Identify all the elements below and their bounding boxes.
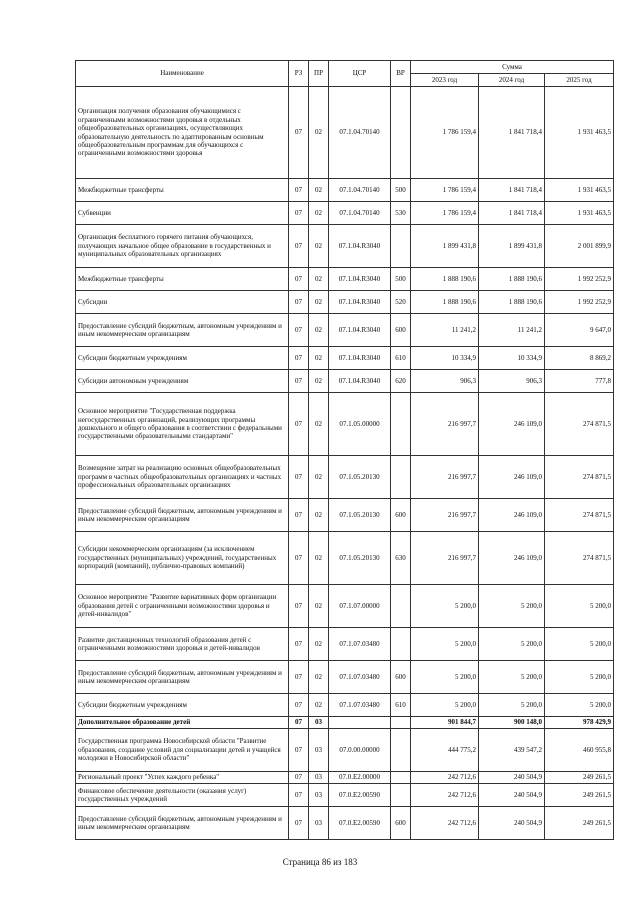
row-amount-2024: 5 200,0 [479,628,545,661]
row-name: Предоставление субсидий бюджетным, автономным учреждениям и иным некоммерческим организациям [76,661,289,694]
row-name: Субвенции [76,202,289,225]
table-row [76,347,614,370]
row-amount-2025: 274 871,5 [545,393,614,456]
row-csr: 07.1.04.R3040 [329,291,391,314]
row-rz: 07 [289,585,309,628]
row-name: Субсидии бюджетным учреждениям [76,694,289,717]
row-vr [391,717,411,729]
row-amount-2024: 5 200,0 [479,694,545,717]
row-vr [391,628,411,661]
row-amount-2024: 1 841 718,4 [479,87,545,179]
table-row [76,717,614,729]
row-pr: 03 [309,784,329,807]
row-vr: 500 [391,179,411,202]
row-pr: 02 [309,499,329,532]
table-body [76,87,614,840]
table-row [76,694,614,717]
row-amount-2024: 246 109,0 [479,532,545,585]
row-amount-2024: 240 504,9 [479,807,545,840]
row-vr: 610 [391,347,411,370]
row-name: Субсидии [76,291,289,314]
row-csr: 07.1.05.00000 [329,393,391,456]
row-vr: 620 [391,370,411,393]
table-row [76,314,614,347]
row-rz: 07 [289,393,309,456]
row-csr: 07.1.07.03480 [329,628,391,661]
row-csr: 07.0.00.00000 [329,729,391,772]
row-csr: 07.1.05.20130 [329,456,391,499]
row-csr: 07.1.04.R3040 [329,268,391,291]
row-rz: 07 [289,347,309,370]
table-row [76,393,614,456]
row-pr: 02 [309,291,329,314]
row-rz: 07 [289,807,309,840]
row-amount-2023: 1 786 159,4 [411,179,479,202]
row-vr [391,784,411,807]
row-amount-2025: 978 429,9 [545,717,614,729]
row-amount-2025: 2 001 899,9 [545,225,614,268]
table-row [76,772,614,784]
row-amount-2023: 242 712,6 [411,772,479,784]
page-number: Страница 86 из 183 [282,857,358,867]
row-pr: 02 [309,87,329,179]
row-rz: 07 [289,179,309,202]
row-name: Межбюджетные трансферты [76,179,289,202]
row-name: Предоставление субсидий бюджетным, автономным учреждениям и иным некоммерческим организациям [76,499,289,532]
row-pr: 02 [309,661,329,694]
row-rz: 07 [289,729,309,772]
header-pr: ПР [309,61,329,87]
row-amount-2025: 274 871,5 [545,532,614,585]
row-vr [391,456,411,499]
row-rz: 07 [289,628,309,661]
row-csr: 07.1.04.R3040 [329,370,391,393]
row-csr: 07.1.04.70140 [329,202,391,225]
row-name: Межбюджетные трансферты [76,268,289,291]
row-amount-2025: 5 200,0 [545,628,614,661]
row-pr: 02 [309,694,329,717]
row-vr: 600 [391,661,411,694]
row-pr: 03 [309,807,329,840]
table-row [76,225,614,268]
row-pr: 03 [309,772,329,784]
row-name: Субсидии некоммерческим организациям (за исключением государственных (муниципальных) учреждений, государственных корпораций (компаний), публично-правовых компаний) [76,532,289,585]
row-vr: 630 [391,532,411,585]
row-amount-2023: 5 200,0 [411,694,479,717]
table-row [76,729,614,772]
header-name: Наименование [76,61,289,87]
row-amount-2024: 240 504,9 [479,772,545,784]
header-year-2025: 2025 год [545,74,614,87]
row-name: Организация получения образования обучающимися с ограниченными возможностями здоровья в отдельных общеобразовательных организациях, осуществляющих образовательную деятельность по адаптированным основным общеобразовательным программам для обучающихся с ограниченными возможностями здоровья [76,87,289,179]
row-amount-2025: 1 931 463,5 [545,87,614,179]
row-csr [329,717,391,729]
row-vr [391,772,411,784]
row-vr: 500 [391,268,411,291]
row-amount-2023: 444 775,2 [411,729,479,772]
row-rz: 07 [289,225,309,268]
row-rz: 07 [289,291,309,314]
row-pr: 02 [309,370,329,393]
table-row [76,499,614,532]
row-amount-2024: 246 109,0 [479,456,545,499]
row-csr: 07.0.E2.00590 [329,807,391,840]
row-name: Субсидии бюджетным учреждениям [76,347,289,370]
table-row [76,291,614,314]
table-row [76,628,614,661]
row-csr: 07.0.E2.00000 [329,772,391,784]
budget-table [75,60,614,840]
row-pr: 03 [309,729,329,772]
row-pr: 02 [309,585,329,628]
row-name: Основное мероприятие "Государственная поддержка негосударственных организаций, реализующих программы дошкольного и общего образования в соответствии с федеральными государственными образовательными стандартами" [76,393,289,456]
row-pr: 03 [309,717,329,729]
row-vr [391,585,411,628]
row-vr [391,393,411,456]
header-year-2023: 2023 год [411,74,479,87]
row-vr: 530 [391,202,411,225]
row-pr: 02 [309,314,329,347]
row-vr [391,225,411,268]
row-amount-2024: 906,3 [479,370,545,393]
row-csr: 07.1.04.R3040 [329,225,391,268]
row-rz: 07 [289,784,309,807]
row-amount-2023: 5 200,0 [411,661,479,694]
table-row [76,807,614,840]
row-amount-2023: 10 334,9 [411,347,479,370]
row-amount-2023: 1 899 431,8 [411,225,479,268]
row-rz: 07 [289,694,309,717]
row-amount-2025: 249 261,5 [545,772,614,784]
row-rz: 07 [289,370,309,393]
row-amount-2024: 1 888 190,6 [479,268,545,291]
row-amount-2023: 5 200,0 [411,585,479,628]
row-rz: 07 [289,202,309,225]
row-name: Развитие дистанционных технологий образования детей с ограниченными возможностями здоровья и детей-инвалидов [76,628,289,661]
row-amount-2023: 1 786 159,4 [411,202,479,225]
row-name: Предоставление субсидий бюджетным, автономным учреждениям и иным некоммерческим организациям [76,807,289,840]
row-csr: 07.1.04.70140 [329,87,391,179]
row-amount-2024: 246 109,0 [479,393,545,456]
row-amount-2023: 1 786 159,4 [411,87,479,179]
row-amount-2025: 777,8 [545,370,614,393]
row-name: Субсидии автономным учреждениям [76,370,289,393]
row-amount-2025: 1 931 463,5 [545,202,614,225]
row-csr: 07.1.05.20130 [329,532,391,585]
row-amount-2024: 439 547,2 [479,729,545,772]
row-csr: 07.1.07.03480 [329,661,391,694]
row-pr: 02 [309,456,329,499]
row-amount-2024: 240 504,9 [479,784,545,807]
row-amount-2023: 242 712,6 [411,784,479,807]
row-pr: 02 [309,628,329,661]
row-amount-2024: 5 200,0 [479,661,545,694]
table-row [76,179,614,202]
row-amount-2023: 216 997,7 [411,393,479,456]
row-amount-2023: 216 997,7 [411,532,479,585]
header-csr: ЦСР [329,61,391,87]
row-amount-2025: 5 200,0 [545,694,614,717]
row-name: Организация бесплатного горячего питания обучающихся, получающих начальное общее образование в государственных и муниципальных образовательных организациях [76,225,289,268]
row-pr: 02 [309,532,329,585]
table-row [76,456,614,499]
row-rz: 07 [289,717,309,729]
row-vr [391,87,411,179]
row-amount-2025: 249 261,5 [545,807,614,840]
row-pr: 02 [309,179,329,202]
row-rz: 07 [289,661,309,694]
row-vr: 600 [391,807,411,840]
row-pr: 02 [309,393,329,456]
table-row [76,268,614,291]
row-rz: 07 [289,456,309,499]
row-amount-2023: 906,3 [411,370,479,393]
row-amount-2025: 8 869,2 [545,347,614,370]
row-amount-2025: 5 200,0 [545,661,614,694]
row-amount-2024: 1 899 431,8 [479,225,545,268]
row-amount-2025: 1 992 252,9 [545,268,614,291]
row-rz: 07 [289,87,309,179]
row-name: Финансовое обеспечение деятельности (оказания услуг) государственных учреждений [76,784,289,807]
row-amount-2025: 1 992 252,9 [545,291,614,314]
row-amount-2025: 460 955,8 [545,729,614,772]
row-vr: 600 [391,314,411,347]
header-year-2024: 2024 год [479,74,545,87]
row-rz: 07 [289,499,309,532]
row-name: Дополнительное образование детей [76,717,289,729]
row-vr: 610 [391,694,411,717]
row-name: Государственная программа Новосибирской области "Развитие образования, создание условий для социализации детей и учащейся молодежи в Новосибирской области" [76,729,289,772]
row-name: Предоставление субсидий бюджетным, автономным учреждениям и иным некоммерческим организациям [76,314,289,347]
row-amount-2024: 1 841 718,4 [479,179,545,202]
table-row [76,532,614,585]
row-rz: 07 [289,268,309,291]
row-amount-2025: 274 871,5 [545,499,614,532]
header-rz: РЗ [289,61,309,87]
row-pr: 02 [309,225,329,268]
row-amount-2024: 5 200,0 [479,585,545,628]
row-amount-2024: 900 148,0 [479,717,545,729]
row-pr: 02 [309,347,329,370]
row-amount-2023: 5 200,0 [411,628,479,661]
row-vr: 600 [391,499,411,532]
row-pr: 02 [309,202,329,225]
row-amount-2024: 1 888 190,6 [479,291,545,314]
row-amount-2025: 5 200,0 [545,585,614,628]
row-amount-2023: 242 712,6 [411,807,479,840]
row-csr: 07.1.07.03480 [329,694,391,717]
row-pr: 02 [309,268,329,291]
row-rz: 07 [289,314,309,347]
row-amount-2023: 1 888 190,6 [411,268,479,291]
row-amount-2024: 1 841 718,4 [479,202,545,225]
row-amount-2023: 11 241,2 [411,314,479,347]
row-csr: 07.1.07.00000 [329,585,391,628]
table-row [76,202,614,225]
row-csr: 07.1.04.70140 [329,179,391,202]
table-row [76,661,614,694]
table-row [76,370,614,393]
row-amount-2024: 11 241,2 [479,314,545,347]
table-row [76,784,614,807]
row-amount-2024: 10 334,9 [479,347,545,370]
table-row [76,585,614,628]
row-amount-2023: 1 888 190,6 [411,291,479,314]
row-csr: 07.1.04.R3040 [329,347,391,370]
row-csr: 07.1.05.20130 [329,499,391,532]
row-amount-2025: 274 871,5 [545,456,614,499]
row-csr: 07.1.04.R3040 [329,314,391,347]
row-amount-2025: 9 647,0 [545,314,614,347]
row-rz: 07 [289,532,309,585]
row-amount-2024: 246 109,0 [479,499,545,532]
header-vr: ВР [391,61,411,87]
row-name: Основное мероприятие "Развитие вариативных форм организации образования детей с ограниченными возможностями здоровья и детей-инвалидов" [76,585,289,628]
row-vr: 520 [391,291,411,314]
row-amount-2023: 901 844,7 [411,717,479,729]
table-row [76,87,614,179]
header-sum: Сумма [411,61,614,74]
row-amount-2023: 216 997,7 [411,499,479,532]
row-name: Региональный проект "Успех каждого ребенка" [76,772,289,784]
row-csr: 07.0.E2.00590 [329,784,391,807]
row-amount-2023: 216 997,7 [411,456,479,499]
row-vr [391,729,411,772]
row-amount-2025: 249 261,5 [545,784,614,807]
row-rz: 07 [289,772,309,784]
row-amount-2025: 1 931 463,5 [545,179,614,202]
row-name: Возмещение затрат на реализацию основных общеобразовательных программ в частных общеобразовательных организациях и частных профессиональных образовательных организациях [76,456,289,499]
